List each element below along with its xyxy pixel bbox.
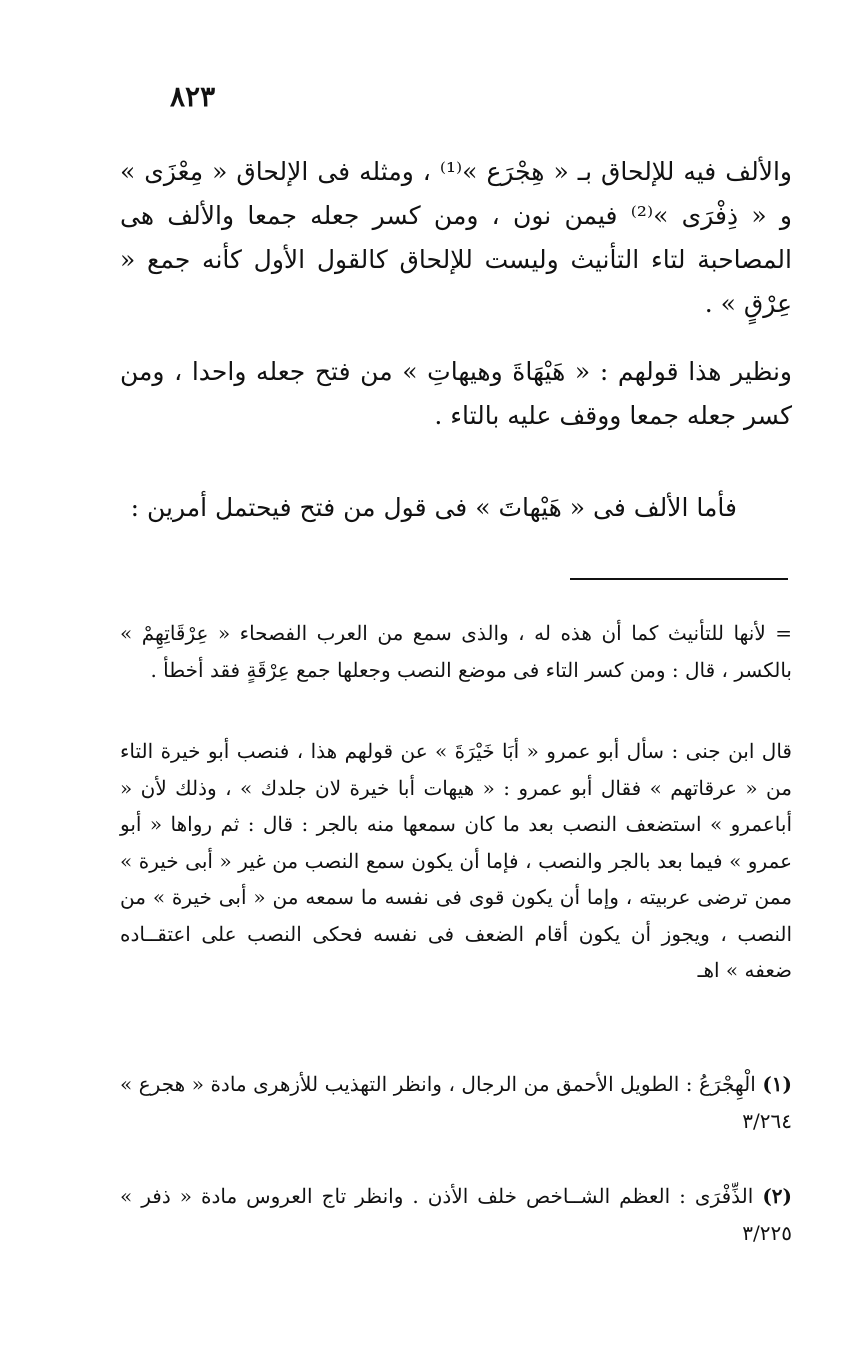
footnote-2-number: (٢) xyxy=(762,1184,793,1208)
footnote-1-body xyxy=(120,1066,792,1139)
footnote-2-body xyxy=(120,1178,792,1251)
main-text xyxy=(120,150,792,530)
footnote-1-text: الْهِجْرَعُ : الطويل الأحمق من الرجال ، وانظر التهذيب للأزهرى مادة « هجرع » ٣/٢٦٤ xyxy=(120,1072,792,1133)
paragraph-two-matters: فأما الألف فى « هَيْهاتَ » فى قول من فتح فيحتمل أمرين : xyxy=(130,493,737,522)
ibn-jinni-note-text: قال ابن جنى : سأل أبو عمرو « أبَا خَيْرَةَ » عن قولهم هذا ، فنصب أبو خيرة التاء من « عرقاتهم » فقال أبو عمرو : « هيهات أبا خيرة لان جلدك » ، وذلك لأن « أباعمرو » استضعف النصب بعد ما كان سمعها منه بالجر : قال : ثم رواها « أبو عمرو » فيما بعد بالجر والنصب ، فإما أن يكون سمع النصب من غير « أبى خيرة » ممن ترضى عربيته ، وإما أن يكون قوى فى نفسه ما سمعه من « أبى خيرة » من النصب ، ويجوز أن يكون أقام الضعف فى نفسه فحكى النصب على اعتقــاده ضعفه » اهـ xyxy=(120,739,792,982)
footnote-1 xyxy=(120,1066,792,1139)
paragraph-ilhaq: والألف فيه للإلحاق بـ « هِجْرَع »⁽¹⁾ ، ومثله فى الإلحاق « مِعْزَى » و « ذِفْرَى »⁽²⁾ فيمن نون ، ومن كسر جعله جمعا والألف هى المصاحبة لتاء التأنيث وليست للإلحاق كالقول الأول كأنه جمع « عِرْقٍ » . xyxy=(120,157,792,318)
page-number: ٨٢٣ xyxy=(170,80,216,113)
paragraph-hayhat: ونظير هذا قولهم : « هَيْهَاةَ وهيهاتِ » من فتح جعله واحدا ، ومن كسر جعله جمعا ووقف عليه بالتاء . xyxy=(120,357,792,430)
footnote-1-number: (١) xyxy=(762,1072,793,1096)
footnote-continuation-text: = لأنها للتأنيث كما أن هذه له ، والذى سمع من العرب الفصحاء « عِرْقَاتِهِمْ » بالكسر ، قال : ومن كسر التاء فى موضع النصب وجعلها جمع عِرْقَةٍ فقد أخطأ . xyxy=(120,621,792,682)
ibn-jinni-note xyxy=(120,733,792,989)
footnote-separator xyxy=(570,578,788,580)
footnote-continuation xyxy=(120,615,792,688)
footnote-2-text: الذِّفْرَى : العظم الشــاخص خلف الأذن . وانظر تاج العروس مادة « ذفر » ٣/٢٢٥ xyxy=(120,1184,792,1245)
footnote-2 xyxy=(120,1178,792,1251)
